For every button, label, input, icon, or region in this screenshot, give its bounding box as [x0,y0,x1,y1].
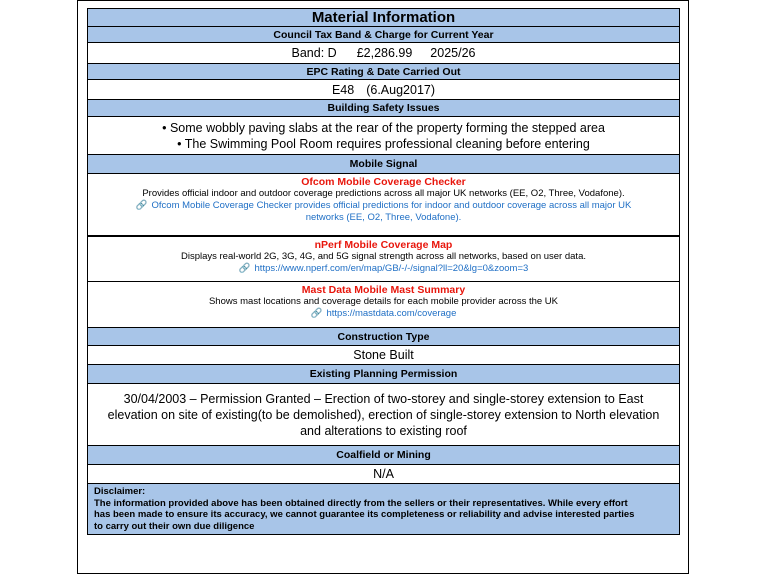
nperf-description: Displays real-world 2G, 3G, 4G, and 5G signal strength across all networks, based on user data. [180,251,586,262]
mobile-signal-header-text: Mobile Signal [349,158,418,170]
title-text: Material Information [311,9,456,26]
construction-value [87,346,680,365]
construction-value-text: Stone Built [353,348,414,362]
disclaimer-box [87,484,680,535]
epc-header-text: EPC Rating & Date Carried Out [306,65,461,78]
planning-header [87,365,680,384]
planning-line: elevation on site of existing(to be demolished), erection of single-storey extension to North elevation [107,407,660,422]
building-safety-header-text: Building Safety Issues [327,102,440,114]
coalfield-header-text: Coalfield or Mining [336,449,431,461]
disclaimer-line: has been made to ensure its accuracy, we cannot guarantee its completeness or reliability and advise interested parties [94,509,635,520]
list-item-text: The Swimming Pool Room requires professional cleaning before entering [184,136,590,151]
mast-link[interactable] [311,308,457,320]
planning-line: and alterations to existing roof [300,423,467,438]
nperf-section [87,237,680,282]
tax-band: Band: D [291,46,337,60]
tax-charge: £2,286.99 [356,46,413,60]
mast-section [87,282,680,328]
construction-header [87,328,680,346]
council-tax-header [87,27,680,43]
link-icon: 🔗 [135,200,148,211]
nperf-link[interactable] [239,263,529,275]
nperf-link-text: https://www.nperf.com/en/map/GB/-/-/signal?ll=20&lg=0&zoom=3 [254,263,529,274]
ofcom-section [87,174,680,237]
disclaimer-line: to carry out their own due diligence [94,520,255,532]
coalfield-header [87,446,680,465]
tax-year: 2025/26 [430,46,476,60]
epc-header [87,64,680,80]
ofcom-link-cont[interactable]: networks (EE, O2, Three, Vodafone). [305,212,462,223]
page-title [87,8,680,27]
ofcom-link-line1: Ofcom Mobile Coverage Checker provides official predictions for indoor and outdoor coverage across all major UK [151,200,632,211]
coalfield-value-text: N/A [373,467,394,481]
list-item: • The Swimming Pool Room requires professional cleaning before entering [177,136,590,151]
construction-header-text: Construction Type [337,330,430,343]
epc-rating: E48 [331,82,355,97]
mast-link-text: https://mastdata.com/coverage [326,308,457,319]
mobile-signal-header [87,155,680,174]
building-safety-list [87,117,680,155]
material-information-table [87,8,680,535]
ofcom-description: Provides official indoor and outdoor coverage predictions across all major UK networks (EE, O2, Three, Vodafone). [142,188,625,199]
link-icon: 🔗 [238,263,251,274]
ofcom-link[interactable] [136,200,632,212]
list-item: • Some wobbly paving slabs at the rear of the property forming the stepped area [162,120,605,135]
planning-header-text: Existing Planning Permission [309,368,458,380]
coalfield-value [87,465,680,484]
council-tax-values [87,43,680,64]
list-item-text: Some wobbly paving slabs at the rear of the property forming the stepped area [169,120,605,135]
ofcom-title: Ofcom Mobile Coverage Checker [301,176,466,188]
nperf-title: nPerf Mobile Coverage Map [314,239,453,251]
disclaimer-label: Disclaimer: [94,486,146,497]
mast-description: Shows mast locations and coverage details for each mobile provider across the UK [208,296,559,307]
disclaimer-line: The information provided above has been obtained directly from the sellers or their representatives. While every effort [94,497,628,509]
council-tax-header-text: Council Tax Band & Charge for Current Year [273,28,494,41]
building-safety-header [87,100,680,117]
epc-date: (6.Aug2017) [366,82,436,97]
planning-line: 30/04/2003 – Permission Granted – Erection of two-storey and single-storey extension to East [123,391,644,406]
planning-value [87,384,680,446]
mast-title: Mast Data Mobile Mast Summary [301,284,466,296]
link-icon: 🔗 [310,308,323,319]
epc-values [87,80,680,100]
